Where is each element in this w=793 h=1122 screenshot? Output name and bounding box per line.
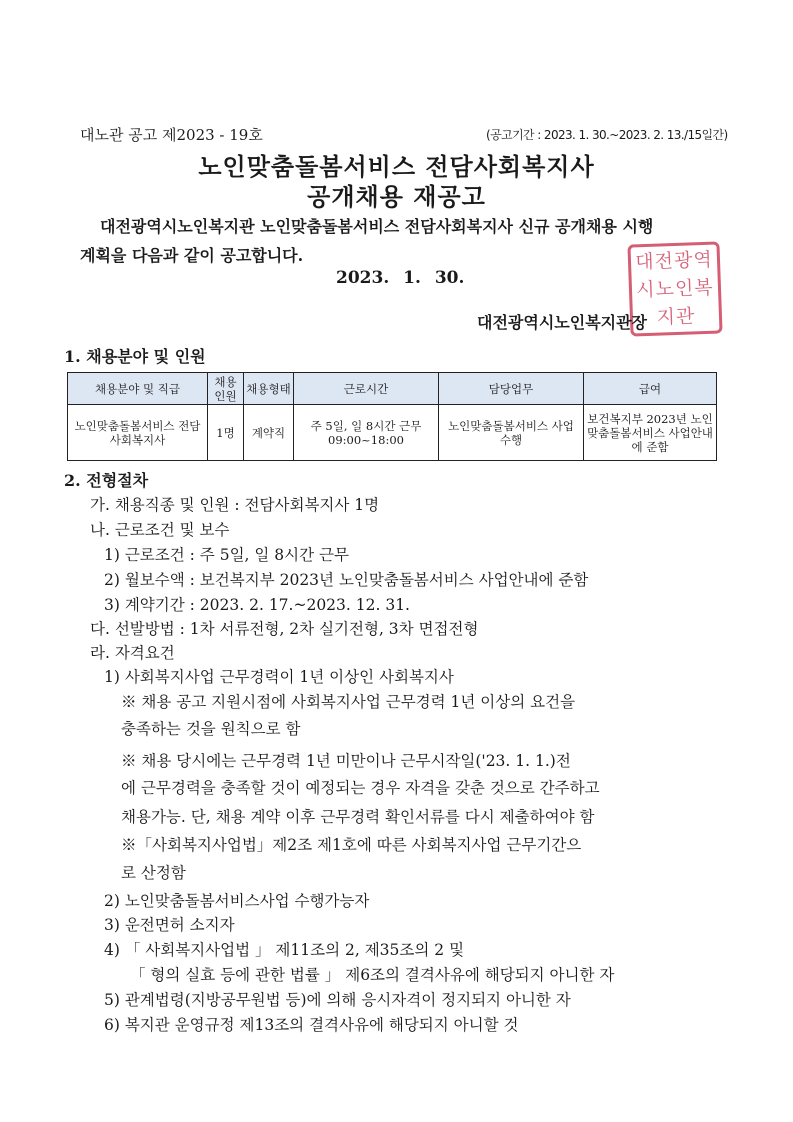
- item-ra-2: 2) 노인맞춤돌봄서비스사업 수행가능자: [104, 892, 370, 910]
- cell-hours: [294, 405, 439, 461]
- item-ra-3: 3) 운전면허 소지자: [104, 916, 235, 934]
- item-ra-4-line-1: 4) 「 사회복지사업법 」 제11조의 2, 제35조의 2 및: [104, 941, 465, 959]
- col-header-headcount: 채용인원: [208, 373, 244, 405]
- note-1-line-1: ※ 채용 공고 지원시점에 사회복지사업 근무경력 1년 이상의 요건을: [121, 693, 576, 711]
- notice-period: (공고기간 : 2023. 1. 30.~2023. 2. 13./15일간): [486, 128, 728, 142]
- cell-hours-line-1: 주 5일, 일 8시간 근무: [310, 418, 422, 433]
- note-3-line-1: ※「사회복지사업법」제2조 제1호에 따른 사회복지사업 근무기간으: [121, 836, 582, 854]
- title-line-2: 공개채용 재공고: [307, 182, 486, 211]
- cell-type: 계약직: [244, 405, 294, 461]
- item-ra-6: 6) 복지관 운영규정 제13조의 결격사유에 해당되지 아니할 것: [104, 1016, 519, 1034]
- item-da: 다. 선발방법 : 1차 서류전형, 2차 실기전형, 3차 면접전형: [90, 620, 479, 638]
- table-row: [68, 405, 717, 461]
- intro-line-1: 대전광역시노인복지관 노인맞춤돌봄서비스 전담사회복지사 신규 공개채용 시행: [100, 217, 654, 236]
- section-2-heading: 2. 전형절차: [64, 471, 149, 490]
- item-ra-4-line-2: 「 형의 실효 등에 관한 법률 」 제6조의 결격사유에 해당되지 아니한 자: [130, 966, 615, 984]
- seal-text: 대전광역시노인복지관: [634, 248, 715, 329]
- organization-name: 대전광역시노인복지관장: [477, 313, 648, 332]
- note-2-line-2: 에 근무경력을 충족할 것이 예정되는 경우 자격을 갖춘 것으로 간주하고: [121, 779, 600, 797]
- item-ra-5: 5) 관계법령(지방공무원법 등)에 의해 응시자격이 정지되지 아니한 자: [104, 991, 571, 1009]
- item-ra-1: 1) 사회복지사업 근무경력이 1년 이상인 사회복지사: [104, 668, 454, 686]
- note-2-line-1: ※ 채용 당시에는 근무경력 1년 미만이나 근무시작일('23. 1. 1.)전: [121, 752, 571, 770]
- cell-hours-line-2: 09:00~18:00: [328, 432, 404, 447]
- col-header-type: 채용형태: [244, 373, 294, 405]
- col-header-duty: 담당업무: [439, 373, 584, 405]
- item-na: 나. 근로조건 및 보수: [90, 521, 230, 539]
- section-1-heading: 1. 채용분야 및 인원: [64, 347, 206, 366]
- item-na-2: 2) 월보수액 : 보건복지부 2023년 노인맞춤돌봄서비스 사업안내에 준함: [104, 571, 589, 589]
- col-header-salary: 급여: [584, 373, 717, 405]
- title-line-1: 노인맞춤돌봄서비스 전담사회복지사: [198, 152, 595, 181]
- note-1-line-2: 충족하는 것을 원칙으로 함: [121, 720, 301, 738]
- cell-salary: 보건복지부 2023년 노인맞춤돌봄서비스 사업안내에 준함: [584, 405, 717, 461]
- cell-headcount: 1명: [208, 405, 244, 461]
- recruitment-table: [67, 372, 717, 461]
- item-na-3: 3) 계약기간 : 2023. 2. 17.~2023. 12. 31.: [104, 596, 410, 614]
- cell-duty: 노인맞춤돌봄서비스 사업 수행: [439, 405, 584, 461]
- note-3-line-2: 로 산정함: [121, 864, 186, 882]
- intro-line-2: 계획을 다음과 같이 공고합니다.: [80, 246, 304, 265]
- item-na-1: 1) 근로조건 : 주 5일, 일 8시간 근무: [104, 546, 349, 564]
- note-2-line-3: 채용가능. 단, 채용 계약 이후 근무경력 확인서류를 다시 제출하여야 함: [121, 808, 595, 826]
- col-header-field: 채용분야 및 직급: [68, 373, 208, 405]
- col-header-hours: 근로시간: [294, 373, 439, 405]
- cell-field: 노인맞춤돌봄서비스 전담사회복지사: [68, 405, 208, 461]
- item-ga: 가. 채용직종 및 인원 : 전담사회복지사 1명: [90, 496, 380, 514]
- item-ra: 라. 자격요건: [90, 644, 175, 662]
- notice-number: 대노관 공고 제2023 - 19호: [80, 126, 263, 144]
- announcement-date: 2023. 1. 30.: [336, 268, 465, 288]
- table-header-row: [68, 373, 717, 405]
